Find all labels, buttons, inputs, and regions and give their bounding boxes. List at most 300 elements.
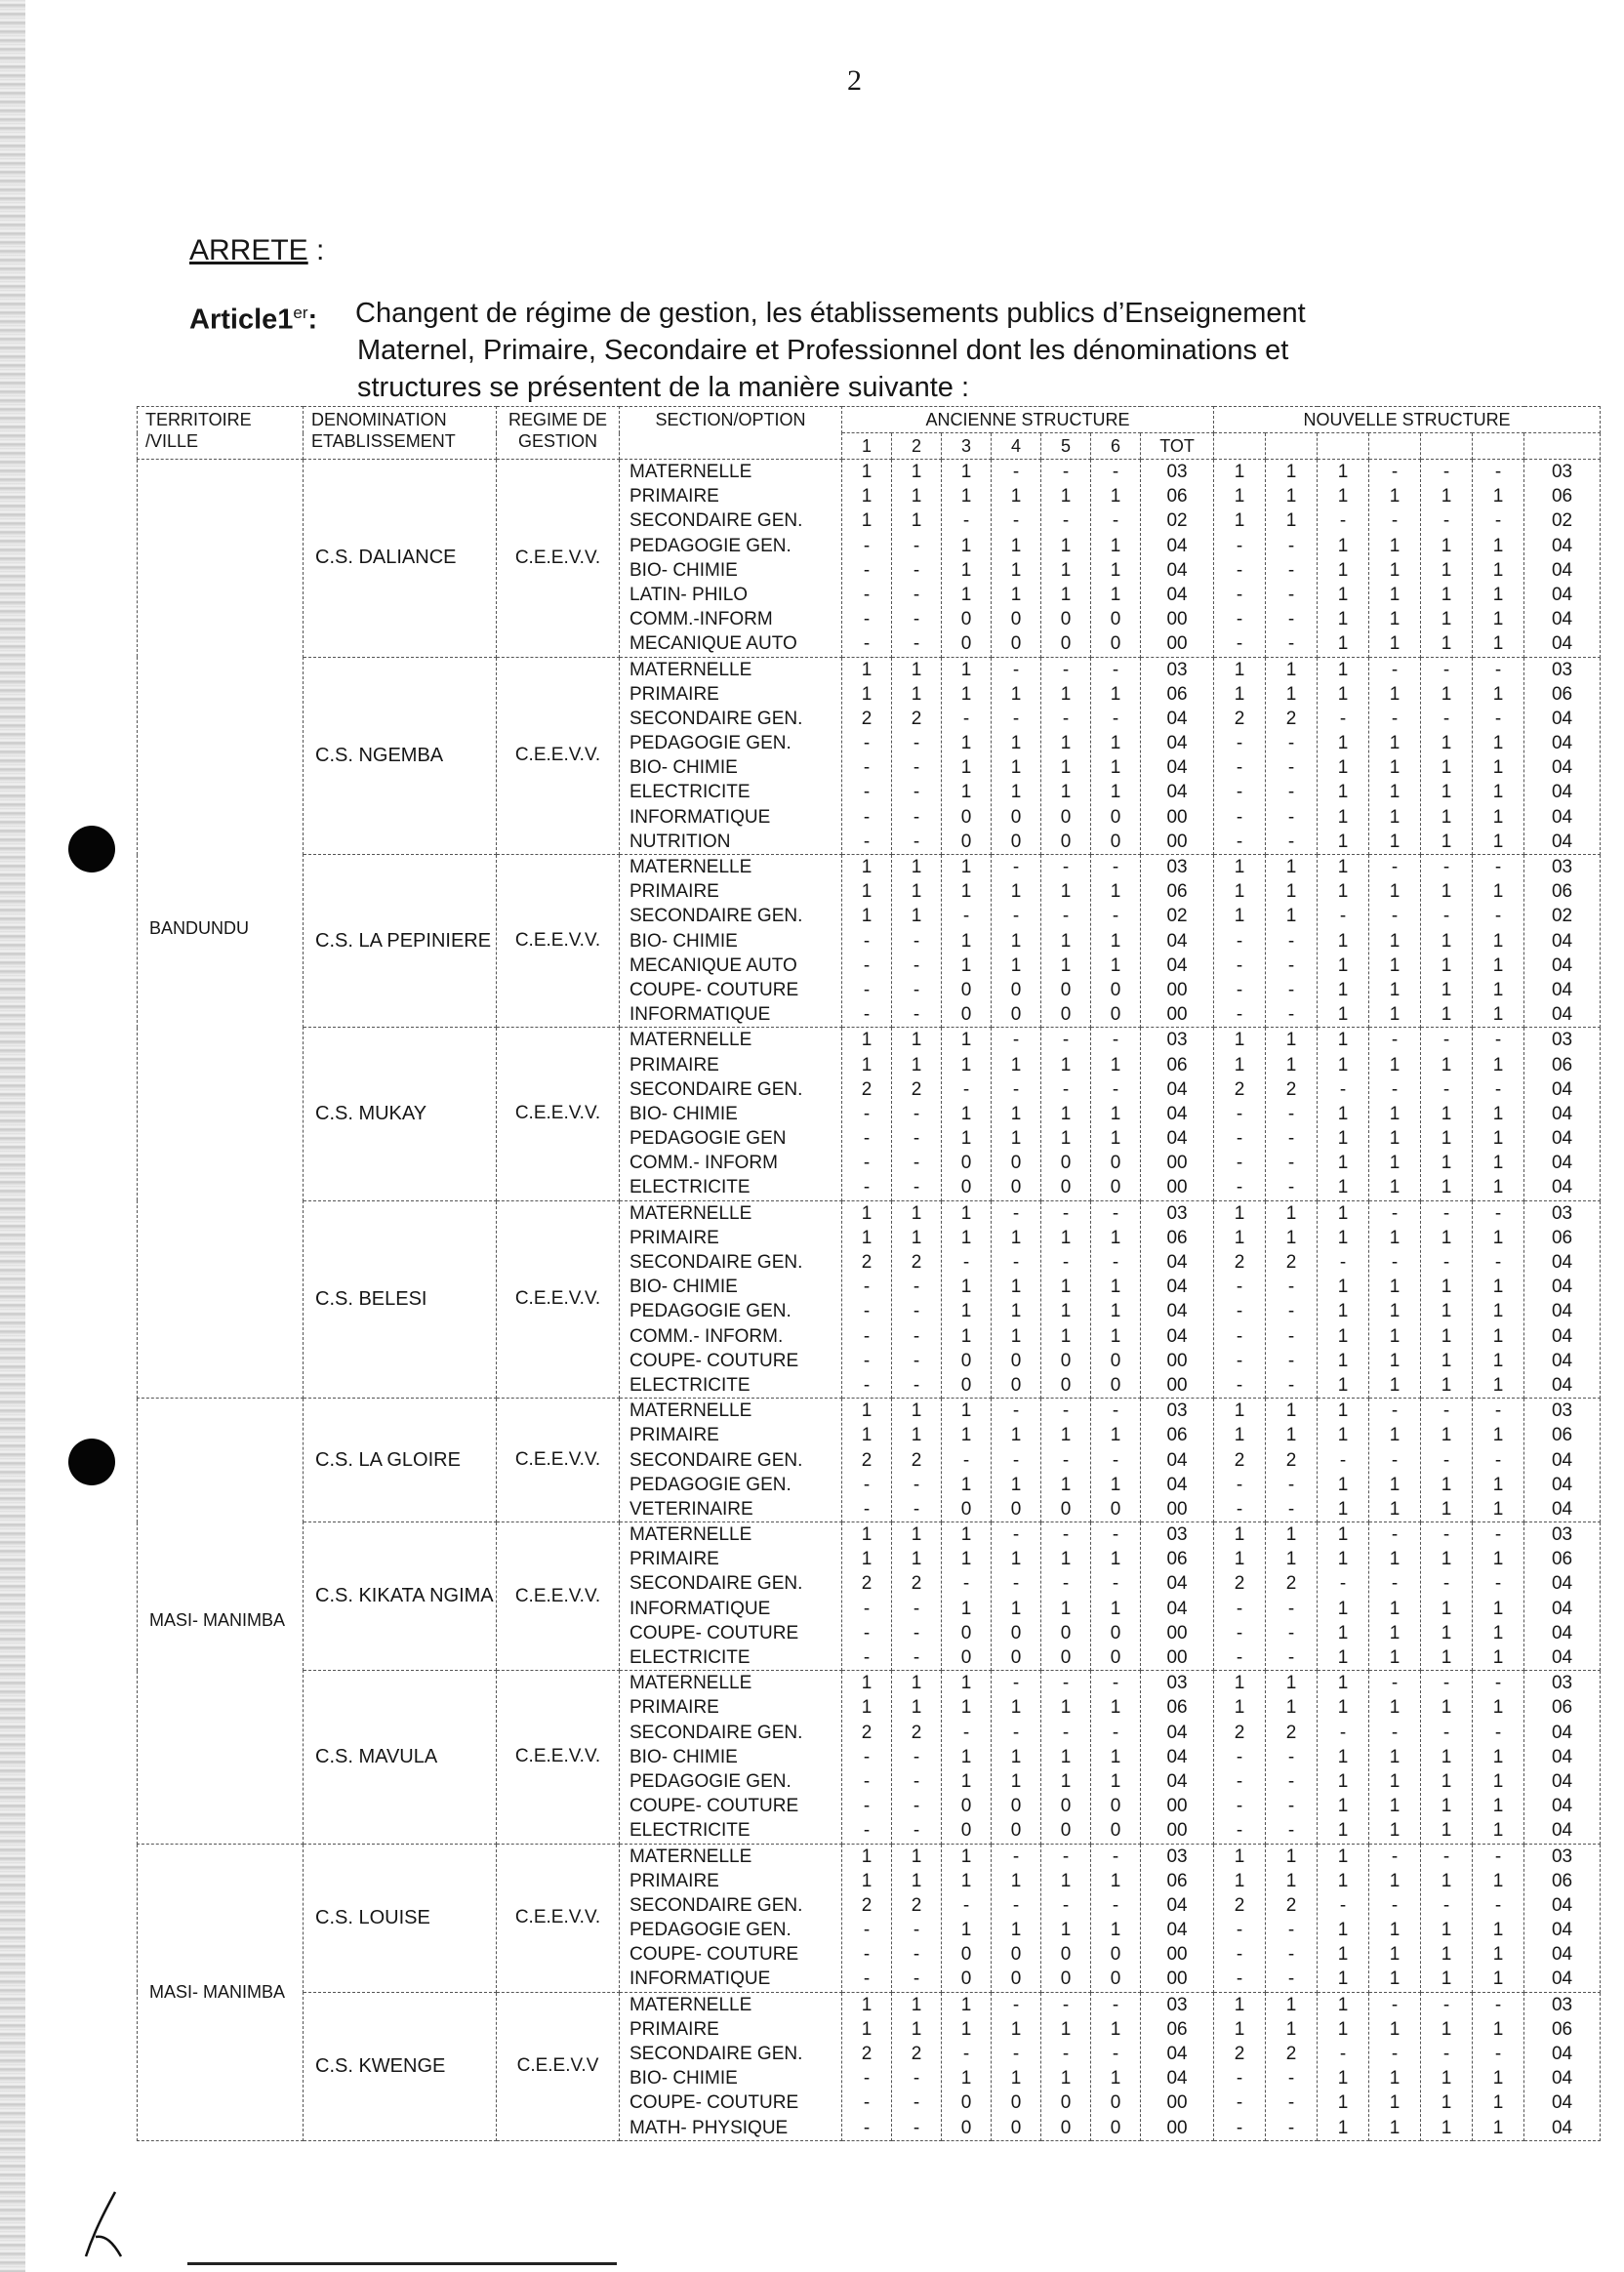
value: 1 (1010, 1746, 1022, 1767)
value: 1 (911, 1054, 922, 1075)
denomination-cell: C.S. LA GLOIRE (304, 1399, 497, 1522)
value: 06 (1551, 683, 1573, 705)
value: - (863, 1498, 871, 1520)
heading (189, 234, 324, 267)
value: 1 (1285, 1400, 1297, 1422)
value: 0 (1110, 1004, 1121, 1026)
value: - (1442, 1846, 1450, 1867)
nouvelle-value-cell (1318, 657, 1369, 855)
value: 2 (911, 2044, 922, 2064)
value: 1 (861, 462, 873, 482)
value: 0 (960, 2117, 972, 2138)
value: 1 (1441, 486, 1452, 507)
ancienne-value-cell (1041, 1522, 1091, 1671)
section-line: BIO- CHIMIE (629, 559, 738, 581)
value: - (1287, 1746, 1295, 1767)
value: - (1236, 979, 1243, 1000)
value: 1 (1389, 1277, 1401, 1298)
value: - (1062, 1573, 1070, 1595)
ancienne-value-cell (892, 855, 942, 1028)
ancienne-value-cell (942, 1399, 992, 1522)
value: - (1287, 1103, 1295, 1124)
value: - (913, 1103, 920, 1124)
value: 00 (1166, 1374, 1188, 1396)
value: 1 (1060, 535, 1072, 556)
value: 1 (960, 782, 972, 803)
value: - (1287, 757, 1295, 779)
value: 1 (1441, 757, 1452, 779)
value: 1 (1337, 979, 1349, 1000)
value: 04 (1166, 1722, 1188, 1743)
ancienne-value-cell (1041, 855, 1091, 1028)
value: 1 (1492, 1425, 1504, 1446)
regime-cell: C.E.E.V.V. (497, 1028, 620, 1200)
value: 04 (1166, 1277, 1188, 1298)
value: 1 (1389, 1350, 1401, 1371)
value: - (1339, 1722, 1347, 1743)
value: 1 (1492, 486, 1504, 507)
section-line: ELECTRICITE (629, 1374, 751, 1396)
value: 04 (1551, 535, 1573, 556)
value: 1 (960, 1054, 972, 1075)
value: 00 (1166, 1820, 1188, 1842)
ancienne-value-cell (992, 1522, 1041, 1671)
value: 0 (1110, 1177, 1121, 1198)
value: 1 (1441, 1054, 1452, 1075)
nouvelle-value-cell (1524, 460, 1601, 658)
ancienne-value-cell (842, 1992, 892, 2140)
value: 1 (1337, 1004, 1349, 1026)
value: 0 (1060, 806, 1072, 828)
value: - (863, 1820, 871, 1842)
value: 00 (1166, 979, 1188, 1000)
value: 1 (1441, 782, 1452, 803)
value: 1 (960, 1524, 972, 1546)
value: - (1112, 1722, 1119, 1743)
value: 06 (1551, 881, 1573, 903)
value: - (1287, 1770, 1295, 1792)
value: 1 (1337, 2018, 1349, 2040)
ancienne-value-cell (942, 1844, 992, 1992)
value: - (1442, 1078, 1450, 1100)
value: 1 (960, 954, 972, 976)
value: 1 (911, 1697, 922, 1719)
value: - (1442, 1524, 1450, 1546)
header-ancienne-col: 2 (892, 433, 942, 460)
value: - (913, 1128, 920, 1150)
value: 1 (960, 1846, 972, 1867)
value: 1 (1337, 1350, 1349, 1371)
value: - (1287, 1647, 1295, 1668)
value: 0 (960, 2092, 972, 2114)
value: - (1494, 1030, 1502, 1051)
value: 1 (960, 584, 972, 605)
value: 04 (1166, 535, 1188, 556)
value: 04 (1551, 1252, 1573, 1273)
section-line: BIO- CHIMIE (629, 1103, 738, 1124)
value: - (1442, 1400, 1450, 1422)
section-line: PRIMAIRE (629, 1549, 719, 1570)
value: - (1236, 1920, 1243, 1941)
value: - (1062, 1894, 1070, 1916)
value: 04 (1551, 1301, 1573, 1322)
value: 04 (1166, 2044, 1188, 2064)
value: 1 (1389, 1968, 1401, 1990)
value: - (1442, 857, 1450, 877)
value: - (863, 1920, 871, 1941)
value: 1 (861, 906, 873, 927)
section-cell (620, 1992, 842, 2140)
nouvelle-value-cell (1473, 1671, 1524, 1844)
value: 0 (960, 1647, 972, 1668)
value: - (1062, 1252, 1070, 1273)
value: 1 (1285, 486, 1297, 507)
value: 1 (861, 1227, 873, 1248)
nouvelle-value-cell (1266, 657, 1318, 855)
value: 1 (1234, 1202, 1245, 1224)
section-line: COUPE- COUTURE (629, 1796, 799, 1817)
value: 1 (1492, 1103, 1504, 1124)
value: - (1112, 1030, 1119, 1051)
value: 1 (1389, 733, 1401, 754)
value: - (1442, 1573, 1450, 1595)
value: - (1287, 584, 1295, 605)
value: 1 (1234, 1227, 1245, 1248)
section-line: PEDAGOGIE GEN. (629, 1474, 792, 1495)
article-label-sup: er (293, 304, 308, 322)
value: 1 (960, 1425, 972, 1446)
value: 1 (960, 1598, 972, 1619)
value: - (1012, 1673, 1020, 1694)
ancienne-value-cell (1141, 1200, 1214, 1399)
value: 1 (1441, 1325, 1452, 1347)
value: 1 (1060, 559, 1072, 581)
value: 04 (1551, 1894, 1573, 1916)
value: 1 (1337, 1400, 1349, 1422)
value: 06 (1551, 2018, 1573, 2040)
nouvelle-value-cell (1369, 1671, 1421, 1844)
value: 03 (1551, 1400, 1573, 1422)
value: 2 (861, 1078, 873, 1100)
value: 04 (1551, 1350, 1573, 1371)
value: 04 (1166, 1128, 1188, 1150)
value: 1 (1492, 806, 1504, 828)
section-line: PRIMAIRE (629, 683, 719, 705)
value: - (863, 757, 871, 779)
value: - (913, 979, 920, 1000)
value: - (1339, 1252, 1347, 1273)
value: 04 (1166, 559, 1188, 581)
value: 04 (1551, 1474, 1573, 1495)
value: 04 (1551, 2044, 1573, 2064)
value: 0 (1060, 1374, 1072, 1396)
value: - (1012, 1202, 1020, 1224)
value: 06 (1166, 1697, 1188, 1719)
value: 1 (861, 1202, 873, 1224)
value: 2 (1285, 1078, 1297, 1100)
value: 2 (861, 1894, 873, 1916)
value: 1 (1285, 1846, 1297, 1867)
table-row (138, 855, 1601, 1028)
section-line: MATERNELLE (629, 659, 752, 680)
ancienne-value-cell (842, 1200, 892, 1399)
section-line: PRIMAIRE (629, 1697, 719, 1719)
value: 04 (1551, 1449, 1573, 1471)
nouvelle-value-cell (1369, 1992, 1421, 2140)
value: 1 (1389, 1153, 1401, 1174)
value: 1 (1110, 535, 1121, 556)
value: 1 (1441, 633, 1452, 655)
value: - (1236, 806, 1243, 828)
header-nouvelle-col (1421, 433, 1473, 460)
regime-cell: C.E.E.V.V. (497, 1844, 620, 1992)
nouvelle-value-cell (1214, 1992, 1266, 2140)
ancienne-value-cell (1141, 1844, 1214, 1992)
value: 1 (1337, 1103, 1349, 1124)
value: - (1236, 1647, 1243, 1668)
value: - (1494, 1400, 1502, 1422)
value: - (1494, 462, 1502, 482)
value: 0 (960, 1944, 972, 1966)
value: 1 (1234, 1994, 1245, 2015)
value: 04 (1551, 1004, 1573, 1026)
value: 2 (911, 708, 922, 729)
nouvelle-value-cell (1369, 1200, 1421, 1399)
value: 1 (1010, 881, 1022, 903)
value: 04 (1551, 708, 1573, 729)
value: - (913, 1746, 920, 1767)
value: 1 (1492, 979, 1504, 1000)
value: 2 (911, 1894, 922, 1916)
ancienne-value-cell (842, 1671, 892, 1844)
value: 1 (1234, 462, 1245, 482)
value: 04 (1166, 1770, 1188, 1792)
nouvelle-value-cell (1214, 1522, 1266, 1671)
value: 1 (1389, 1944, 1401, 1966)
value: - (863, 1153, 871, 1174)
value: - (1391, 510, 1399, 532)
ancienne-value-cell (942, 1522, 992, 1671)
value: 03 (1551, 1673, 1573, 1694)
value: 1 (1389, 633, 1401, 655)
value: - (1391, 1524, 1399, 1546)
value: - (1442, 1722, 1450, 1743)
value: 1 (1060, 1301, 1072, 1322)
value: 1 (1337, 1673, 1349, 1694)
value: 04 (1551, 1277, 1573, 1298)
value: 1 (911, 881, 922, 903)
ancienne-value-cell (1091, 1200, 1141, 1399)
value: - (1112, 510, 1119, 532)
value: 1 (1060, 683, 1072, 705)
value: 03 (1166, 1202, 1188, 1224)
value: 1 (1234, 1846, 1245, 1867)
value: 0 (1110, 2117, 1121, 2138)
value: - (1391, 708, 1399, 729)
value: 0 (1060, 1968, 1072, 1990)
value: 1 (1060, 881, 1072, 903)
value: 0 (1060, 1153, 1072, 1174)
value: - (1391, 1673, 1399, 1694)
nouvelle-value-cell (1369, 1844, 1421, 1992)
value: 04 (1551, 1622, 1573, 1643)
value: 1 (1389, 1227, 1401, 1248)
value: 1 (1492, 1770, 1504, 1792)
value: 1 (1285, 857, 1297, 877)
value: 1 (1285, 881, 1297, 903)
table-row (138, 1200, 1601, 1399)
value: - (913, 1374, 920, 1396)
value: - (1287, 1944, 1295, 1966)
value: 04 (1551, 1647, 1573, 1668)
section-line: SECONDAIRE GEN. (629, 1722, 803, 1743)
value: 1 (1441, 1968, 1452, 1990)
nouvelle-value-cell (1524, 1992, 1601, 2140)
value: 00 (1166, 1968, 1188, 1990)
value: 1 (1110, 1598, 1121, 1619)
header-nouvelle-structure: NOUVELLE STRUCTURE (1214, 407, 1601, 433)
value: 1 (1441, 1796, 1452, 1817)
value: 1 (911, 462, 922, 482)
ancienne-value-cell (842, 657, 892, 855)
value: - (863, 1277, 871, 1298)
section-line: SECONDAIRE GEN. (629, 2044, 803, 2064)
value: - (1012, 510, 1020, 532)
value: 1 (960, 757, 972, 779)
ancienne-value-cell (842, 855, 892, 1028)
table-row (138, 1522, 1601, 1671)
regime-cell: C.E.E.V.V. (497, 1399, 620, 1522)
value: 1 (861, 1400, 873, 1422)
nouvelle-value-cell (1214, 855, 1266, 1028)
value: - (913, 1796, 920, 1817)
nouvelle-value-cell (1369, 1028, 1421, 1200)
value: 1 (960, 1325, 972, 1347)
section-line: PRIMAIRE (629, 1227, 719, 1248)
value: 1 (960, 1103, 972, 1124)
value: - (1062, 1030, 1070, 1051)
value: - (863, 1177, 871, 1198)
value: 1 (1234, 906, 1245, 927)
value: 04 (1551, 2068, 1573, 2089)
section-cell (620, 1028, 842, 1200)
value: - (1494, 1722, 1502, 1743)
nouvelle-value-cell (1421, 1992, 1473, 2140)
value: 1 (1389, 954, 1401, 976)
value: 00 (1166, 806, 1188, 828)
value: - (1494, 1673, 1502, 1694)
value: - (1442, 708, 1450, 729)
value: - (962, 1078, 970, 1100)
value: - (1112, 1673, 1119, 1694)
ancienne-value-cell (1091, 1844, 1141, 1992)
value: - (863, 1622, 871, 1643)
value: - (1112, 708, 1119, 729)
value: 0 (960, 1374, 972, 1396)
value: 1 (1337, 1425, 1349, 1446)
value: 0 (1060, 979, 1072, 1000)
value: 1 (960, 1202, 972, 1224)
value: 03 (1551, 462, 1573, 482)
value: 2 (1234, 1894, 1245, 1916)
value: - (1236, 1944, 1243, 1966)
value: 1 (1441, 683, 1452, 705)
value: 1 (1010, 733, 1022, 754)
value: - (1391, 1400, 1399, 1422)
value: 1 (960, 1474, 972, 1495)
ancienne-value-cell (1091, 855, 1141, 1028)
value: 1 (960, 1920, 972, 1941)
value: 1 (1492, 1301, 1504, 1322)
article-label-text: Article1 (189, 304, 294, 336)
table-row (138, 1992, 1601, 2140)
value: 1 (1389, 2117, 1401, 2138)
value: 0 (960, 979, 972, 1000)
value: - (1236, 954, 1243, 976)
value: 0 (1010, 806, 1022, 828)
value: 1 (911, 1524, 922, 1546)
nouvelle-value-cell (1473, 1522, 1524, 1671)
value: - (913, 1474, 920, 1495)
value: 1 (1010, 954, 1022, 976)
value: 1 (1110, 683, 1121, 705)
value: - (1442, 1030, 1450, 1051)
value: 1 (1441, 1425, 1452, 1446)
value: - (1391, 1030, 1399, 1051)
value: 03 (1551, 1994, 1573, 2015)
value: - (1442, 1202, 1450, 1224)
nouvelle-value-cell (1473, 657, 1524, 855)
value: 1 (960, 930, 972, 952)
value: 1 (1234, 1054, 1245, 1075)
value: - (1494, 2044, 1502, 2064)
value: - (962, 1894, 970, 1916)
denomination-cell: C.S. BELESI (304, 1200, 497, 1399)
value: - (863, 1968, 871, 1990)
value: 03 (1551, 1846, 1573, 1867)
value: 1 (1234, 1697, 1245, 1719)
nouvelle-value-cell (1369, 855, 1421, 1028)
value: 04 (1166, 1103, 1188, 1124)
value: 00 (1166, 1350, 1188, 1371)
value: 04 (1551, 1573, 1573, 1595)
value: 1 (1337, 733, 1349, 754)
value: 1 (1110, 584, 1121, 605)
value: - (1012, 1252, 1020, 1273)
value: - (1391, 906, 1399, 927)
value: 1 (1337, 683, 1349, 705)
value: - (1494, 1894, 1502, 1916)
value: - (1442, 510, 1450, 532)
nouvelle-value-cell (1318, 1844, 1369, 1992)
value: 06 (1166, 1054, 1188, 1075)
value: - (1112, 1524, 1119, 1546)
value: - (913, 782, 920, 803)
value: 0 (960, 1004, 972, 1026)
value: - (1287, 782, 1295, 803)
value: 1 (1337, 782, 1349, 803)
value: 1 (1110, 1549, 1121, 1570)
nouvelle-value-cell (1318, 1200, 1369, 1399)
value: 04 (1166, 1449, 1188, 1471)
value: - (913, 2092, 920, 2114)
value: - (1012, 1078, 1020, 1100)
value: 1 (1492, 1277, 1504, 1298)
value: 1 (1337, 462, 1349, 482)
value: - (863, 930, 871, 952)
value: 1 (1492, 733, 1504, 754)
value: 1 (1492, 559, 1504, 581)
